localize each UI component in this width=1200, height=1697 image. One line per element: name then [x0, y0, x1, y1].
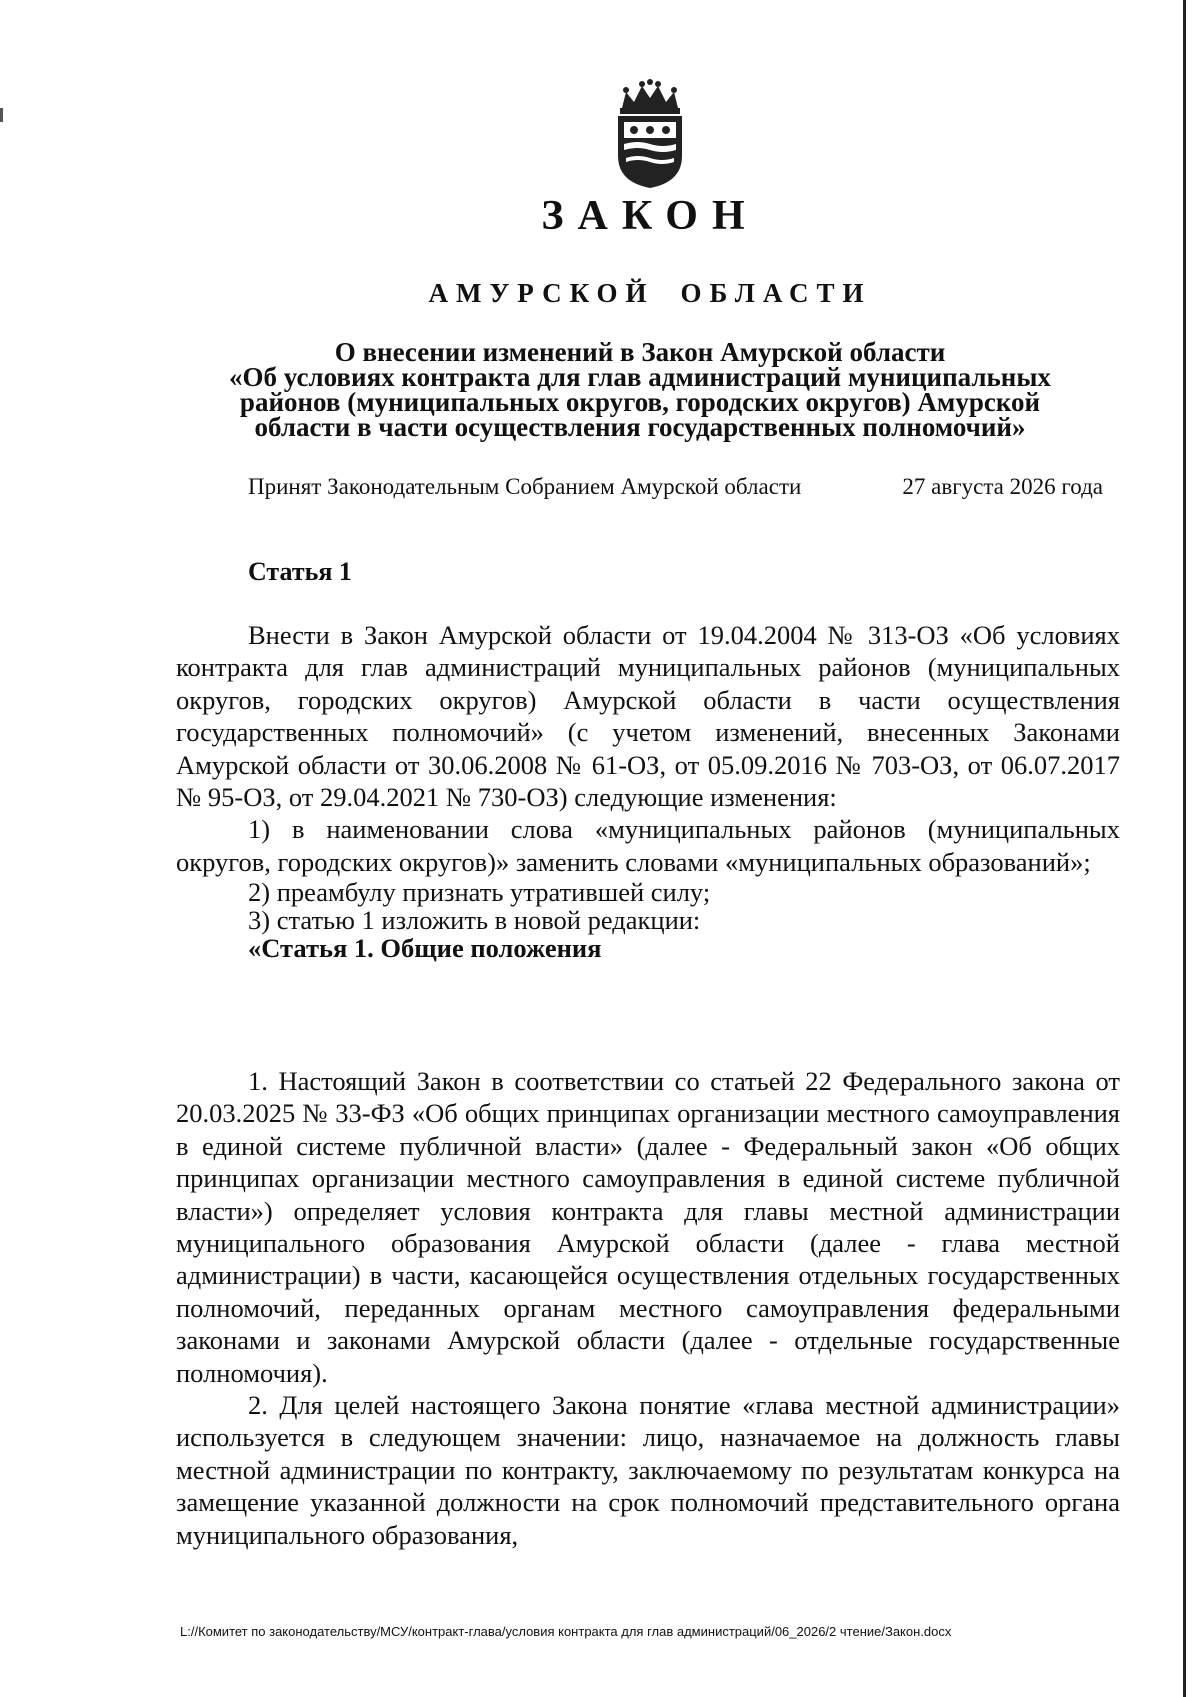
adoption-text: Принят Законодательным Собранием Амурской области [248, 474, 802, 499]
file-path-footer: L://Комитет по законодательству/МСУ/контракт-глава/условия контракта для глав администраций/06_2026/2 чтение/Закон.docx [180, 1624, 952, 1639]
amendment-item-1: 1) в наименовании слова «муниципальных районов (муниципальных округов, городских округов)» заменить словами «муниципальных образований»; [176, 814, 1120, 877]
law-title [190, 337, 1090, 442]
article-intro-paragraph: Внести в Закон Амурской области от 19.04.2004 № 313-ОЗ «Об условиях контракта для глав администраций муниципальных районов (муниципальных округов, городских округов) Амурской области в части осуществления государственных полномочий» (с учетом изменений, внесенных Законами Амурской области от 30.06.2008 № 61-ОЗ, от 05.09.2016 № 703-ОЗ, от 06.07.2017 № 95-ОЗ, от 29.04.2021 № 730-ОЗ) следующие изменения: [176, 620, 1120, 813]
document-title: ЗАКОН [541, 193, 759, 239]
adoption-line [248, 472, 1103, 502]
article-body-part1 [176, 619, 1120, 962]
region-word-2: ОБЛАСТИ [680, 278, 872, 308]
adoption-date: 27 августа 2026 года [902, 474, 1103, 499]
law-title-line: «Об условиях контракта для глав администраций муниципальных [229, 362, 1051, 392]
article-paragraph-2: 2. Для целей настоящего Закона понятие «глава местной администрации» используется в следующем значении: лицо, назначаемое на должность главы местной администрации по контракту, заключаемому по результатам конкурса на замещение указанной должности на срок полномочий представительного органа муниципального образования, [176, 1390, 1120, 1550]
region-word-1: АМУРСКОЙ [428, 278, 655, 308]
law-title-line: области в части осуществления государственных полномочий» [254, 412, 1026, 442]
article-body-part2 [176, 1065, 1120, 1551]
article-paragraph-1: 1. Настоящий Закон в соответствии со статьей 22 Федерального закона от 20.03.2025 № 33-ФЗ «Об общих принципах организации местного самоуправления в единой системе публичной власти» (далее - Федеральный закон «Об общих принципах организации местного самоуправления в единой системе публичной власти») определяет условия контракта для главы местной администрации муниципального образования Амурской области (далее - глава местной администрации) в части, касающейся осуществления отдельных государственных полномочий, переданных органам местного самоуправления федеральными законами и законами Амурской области (далее - отдельные государственные полномочия). [176, 1066, 1120, 1388]
scan-mark [0, 108, 3, 122]
new-article-heading: «Статья 1. Общие положения [248, 933, 602, 964]
amendment-item-2: 2) преамбулу признать утратившей силу; [248, 877, 711, 908]
amendment-item-3: 3) статью 1 изложить в новой редакции: [248, 905, 701, 936]
page-edge-line [1183, 0, 1186, 1697]
region-name [0, 278, 1200, 309]
coat-of-arms-emblem [612, 78, 688, 190]
coat-of-arms-icon [612, 78, 688, 190]
article-heading: Статья 1 [248, 557, 352, 586]
law-title-line: районов (муниципальных округов, городских округов) Амурской [239, 387, 1041, 417]
law-title-line: О внесении изменений в Закон Амурской области [334, 337, 946, 367]
